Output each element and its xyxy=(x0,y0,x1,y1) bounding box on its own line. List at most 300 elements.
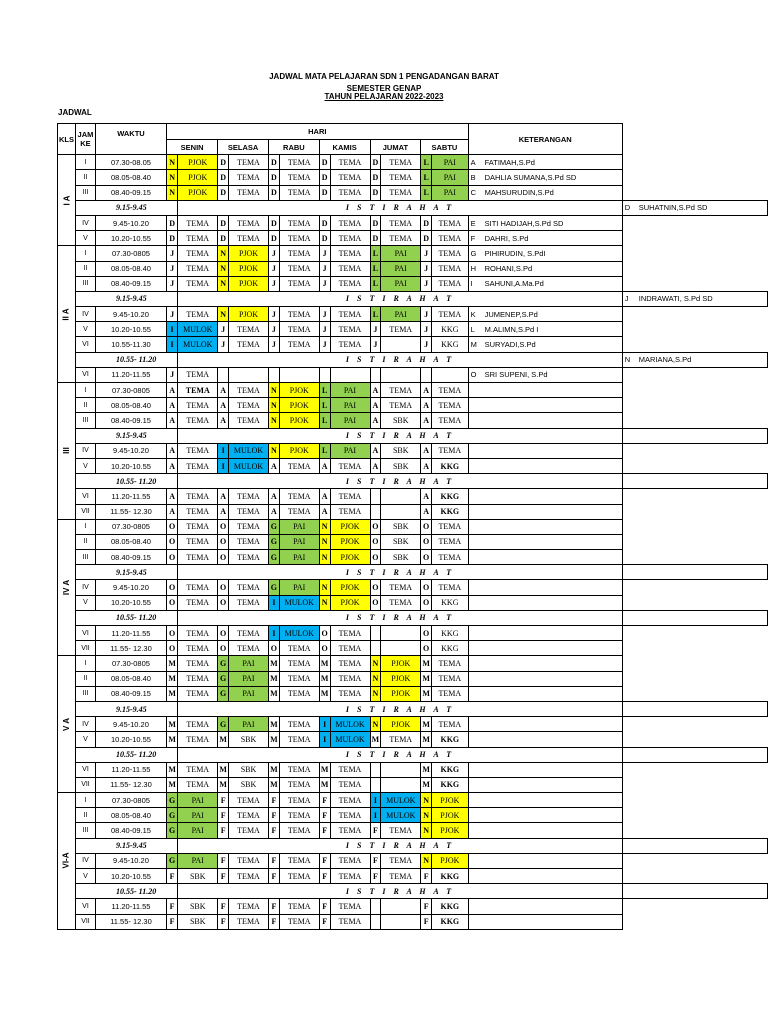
teacher-code xyxy=(370,641,381,656)
waktu: 9.45-10.20 xyxy=(95,717,166,732)
waktu: 11.55- 12.30 xyxy=(95,504,166,519)
teacher-code: F xyxy=(269,853,280,868)
teacher-code: M xyxy=(166,762,177,777)
subject: TEMA xyxy=(279,641,319,656)
teacher-code: G xyxy=(166,853,177,868)
subject: TEMA xyxy=(279,914,319,929)
subject: TEMA xyxy=(229,595,269,610)
teacher-code: G xyxy=(218,656,229,671)
teacher-code: F xyxy=(421,914,432,929)
subject: TEMA xyxy=(178,489,218,504)
subject: TEMA xyxy=(178,413,218,428)
teacher-code xyxy=(319,367,330,382)
subject: PJOK xyxy=(432,823,469,838)
subject: PJOK xyxy=(381,717,421,732)
table-row xyxy=(58,307,768,322)
jam-ke: II xyxy=(75,808,95,823)
waktu: 08.05-08.40 xyxy=(95,671,166,686)
teacher-code xyxy=(421,367,432,382)
keterangan-cell xyxy=(468,671,622,686)
subject: TEMA xyxy=(178,246,218,261)
teacher-code xyxy=(370,762,381,777)
keterangan-cell xyxy=(468,762,622,777)
keterangan-cell xyxy=(622,428,767,443)
table-row xyxy=(58,899,768,914)
teacher-code-legend: L xyxy=(470,324,475,334)
subject xyxy=(432,367,469,382)
subject: KKG xyxy=(432,489,469,504)
day-header-senin: SENIN xyxy=(166,140,217,155)
subject: TEMA xyxy=(229,413,269,428)
break-label: I S T I R A H A T xyxy=(178,565,623,580)
teacher-code: O xyxy=(166,550,177,565)
teacher-code: M xyxy=(319,777,330,792)
subject: TEMA xyxy=(279,276,319,291)
teacher-code xyxy=(269,367,280,382)
teacher-code: D xyxy=(370,185,381,200)
subject: KKG xyxy=(432,595,469,610)
teacher-code xyxy=(370,504,381,519)
teacher-code: J xyxy=(166,367,177,382)
teacher-code: M xyxy=(319,762,330,777)
subject: TEMA xyxy=(279,732,319,747)
subject: TEMA xyxy=(229,383,269,398)
waktu: 08.40-09.15 xyxy=(95,413,166,428)
teacher-name: DAHRI, S.Pd xyxy=(484,233,529,243)
teacher-name: SUHATNIN,S.Pd SD xyxy=(638,203,708,213)
teacher-code xyxy=(370,367,381,382)
teacher-code: I xyxy=(269,595,280,610)
teacher-code: F xyxy=(218,823,229,838)
teacher-code: F xyxy=(421,869,432,884)
table-row xyxy=(58,595,768,610)
subject: TEMA xyxy=(330,793,370,808)
teacher-code: F xyxy=(218,899,229,914)
teacher-code: J xyxy=(269,307,280,322)
subject: SBK xyxy=(229,732,269,747)
keterangan-cell xyxy=(468,793,622,808)
subject: TEMA xyxy=(279,307,319,322)
teacher-code: D xyxy=(218,185,229,200)
subject: PJOK xyxy=(279,383,319,398)
subject: TEMA xyxy=(432,307,469,322)
teacher-code-legend: H xyxy=(470,264,477,274)
break-time: 9.15-9.45 xyxy=(75,838,177,853)
waktu: 9.45-10.20 xyxy=(95,307,166,322)
day-header-kamis: KAMIS xyxy=(319,140,370,155)
jam-ke: II xyxy=(75,170,95,185)
teacher-code: I xyxy=(319,717,330,732)
subject: SBK xyxy=(381,519,421,534)
subject xyxy=(381,367,421,382)
waktu: 07.30-0805 xyxy=(95,793,166,808)
teacher-code: D xyxy=(269,185,280,200)
subject: PAI xyxy=(381,276,421,291)
subject: PAI xyxy=(279,550,319,565)
waktu: 11.20-11.55 xyxy=(95,899,166,914)
subject: PAI xyxy=(178,793,218,808)
waktu: 07.30-0805 xyxy=(95,656,166,671)
keterangan-cell xyxy=(468,276,622,291)
subject: TEMA xyxy=(178,519,218,534)
teacher-code: F xyxy=(218,914,229,929)
teacher-code: A xyxy=(421,489,432,504)
teacher-code: O xyxy=(421,550,432,565)
teacher-code: A xyxy=(421,413,432,428)
subject: SBK xyxy=(229,777,269,792)
table-row xyxy=(58,170,768,185)
teacher-code: L xyxy=(370,246,381,261)
subject: PAI xyxy=(330,413,370,428)
waktu: 11.20-11.55 xyxy=(95,367,166,382)
teacher-code: F xyxy=(218,869,229,884)
teacher-code: F xyxy=(370,869,381,884)
class-label xyxy=(58,155,76,246)
col-hari: HARI xyxy=(166,124,468,140)
teacher-code: J xyxy=(166,276,177,291)
subject: TEMA xyxy=(381,595,421,610)
waktu: 10.20-10.55 xyxy=(95,322,166,337)
class-label-text: I A xyxy=(61,195,71,206)
jam-ke: III xyxy=(75,823,95,838)
jam-ke: III xyxy=(75,276,95,291)
subject: KKG xyxy=(432,458,469,473)
teacher-code-legend: J xyxy=(624,294,629,304)
subject: SBK xyxy=(229,762,269,777)
class-label-text: V A xyxy=(61,717,71,731)
teacher-code-legend: C xyxy=(470,188,477,198)
subject: TEMA xyxy=(381,322,421,337)
teacher-code: N xyxy=(370,671,381,686)
break-label: I S T I R A H A T xyxy=(178,352,623,367)
keterangan-cell xyxy=(468,504,622,519)
teacher-code: J xyxy=(269,261,280,276)
subject: PJOK xyxy=(330,550,370,565)
teacher-code: O xyxy=(370,534,381,549)
teacher-code: G xyxy=(166,808,177,823)
table-row xyxy=(58,641,768,656)
jam-ke: I xyxy=(75,155,95,170)
subject: PAI xyxy=(229,717,269,732)
subject: TEMA xyxy=(330,307,370,322)
subject: PAI xyxy=(381,246,421,261)
teacher-code: A xyxy=(319,458,330,473)
table-row xyxy=(58,747,768,762)
waktu: 08.40-09.15 xyxy=(95,550,166,565)
teacher-code: L xyxy=(319,398,330,413)
subject: TEMA xyxy=(229,823,269,838)
table-row xyxy=(58,200,768,215)
teacher-code: A xyxy=(319,489,330,504)
break-time: 10.55- 11.20 xyxy=(75,610,177,625)
waktu: 08.40-09.15 xyxy=(95,276,166,291)
jam-ke: III xyxy=(75,550,95,565)
subject: PAI xyxy=(432,155,469,170)
teacher-code: F xyxy=(218,793,229,808)
subject: PAI xyxy=(330,383,370,398)
subject: TEMA xyxy=(432,413,469,428)
teacher-code: D xyxy=(269,231,280,246)
table-row xyxy=(58,717,768,732)
subject: TEMA xyxy=(229,504,269,519)
teacher-code: N xyxy=(421,823,432,838)
teacher-code: M xyxy=(319,686,330,701)
subject: SBK xyxy=(178,869,218,884)
break-label: I S T I R A H A T xyxy=(178,884,623,899)
teacher-code: N xyxy=(421,853,432,868)
table-row xyxy=(58,565,768,580)
keterangan-cell xyxy=(468,246,622,261)
waktu: 10.55-11.30 xyxy=(95,337,166,352)
keterangan-cell xyxy=(468,155,622,170)
teacher-code: O xyxy=(218,595,229,610)
keterangan-cell xyxy=(622,352,767,367)
keterangan-cell xyxy=(468,717,622,732)
keterangan-cell xyxy=(622,565,767,580)
col-keterangan: KETERANGAN xyxy=(468,124,622,155)
teacher-code: M xyxy=(269,671,280,686)
class-label xyxy=(58,519,76,656)
subject: MULOK xyxy=(178,322,218,337)
waktu: 10.20-10.55 xyxy=(95,595,166,610)
subject: PJOK xyxy=(178,155,218,170)
table-row xyxy=(58,428,768,443)
subject: PJOK xyxy=(279,413,319,428)
subject: MULOK xyxy=(178,337,218,352)
teacher-code: N xyxy=(166,170,177,185)
waktu: 08.05-08.40 xyxy=(95,398,166,413)
teacher-code: N xyxy=(370,686,381,701)
teacher-code: J xyxy=(269,337,280,352)
jam-ke: VI xyxy=(75,626,95,641)
keterangan-cell xyxy=(622,291,767,306)
break-time: 10.55- 11.20 xyxy=(75,474,177,489)
teacher-name: DAHLIA SUMANA,S.Pd SD xyxy=(484,172,577,182)
subject: TEMA xyxy=(381,869,421,884)
col-waktu: WAKTU xyxy=(95,124,166,155)
subject: TEMA xyxy=(330,215,370,230)
subject: TEMA xyxy=(178,550,218,565)
teacher-code: A xyxy=(370,413,381,428)
teacher-code: A xyxy=(166,458,177,473)
table-row xyxy=(58,383,768,398)
break-label: I S T I R A H A T xyxy=(178,701,623,716)
subject: PJOK xyxy=(279,398,319,413)
teacher-code: M xyxy=(218,762,229,777)
teacher-code: D xyxy=(269,155,280,170)
teacher-code: O xyxy=(370,595,381,610)
subject: PJOK xyxy=(330,519,370,534)
subject: TEMA xyxy=(432,398,469,413)
subject: TEMA xyxy=(178,686,218,701)
subject xyxy=(229,367,269,382)
teacher-code: J xyxy=(166,246,177,261)
subject xyxy=(381,762,421,777)
teacher-code: A xyxy=(370,383,381,398)
subject: PJOK xyxy=(381,686,421,701)
subject: TEMA xyxy=(330,489,370,504)
teacher-code-legend: O xyxy=(470,370,477,380)
teacher-code: A xyxy=(370,458,381,473)
subject: TEMA xyxy=(381,580,421,595)
subject: PJOK xyxy=(432,808,469,823)
break-time: 9.15-9.45 xyxy=(75,200,177,215)
waktu: 11.55- 12.30 xyxy=(95,641,166,656)
teacher-code xyxy=(370,489,381,504)
teacher-code: O xyxy=(269,641,280,656)
day-header-sabtu: SABTU xyxy=(421,140,468,155)
teacher-code: J xyxy=(166,261,177,276)
teacher-code: F xyxy=(319,853,330,868)
table-row xyxy=(58,823,768,838)
teacher-code: L xyxy=(319,443,330,458)
subject: TEMA xyxy=(178,307,218,322)
subject: TEMA xyxy=(381,185,421,200)
subject: MULOK xyxy=(381,808,421,823)
teacher-code: J xyxy=(319,276,330,291)
break-time: 10.55- 11.20 xyxy=(75,352,177,367)
table-row xyxy=(58,610,768,625)
table-row xyxy=(58,884,768,899)
teacher-code: I xyxy=(166,337,177,352)
teacher-code: J xyxy=(269,276,280,291)
subject: TEMA xyxy=(178,534,218,549)
teacher-code: F xyxy=(421,899,432,914)
keterangan-cell xyxy=(468,550,622,565)
break-label: I S T I R A H A T xyxy=(178,838,623,853)
waktu: 08.05-08.40 xyxy=(95,534,166,549)
teacher-code: M xyxy=(166,717,177,732)
jam-ke: VII xyxy=(75,504,95,519)
subject: TEMA xyxy=(229,793,269,808)
jam-ke: III xyxy=(75,413,95,428)
teacher-code: F xyxy=(319,808,330,823)
subject: TEMA xyxy=(229,550,269,565)
teacher-code: N xyxy=(370,717,381,732)
table-row xyxy=(58,185,768,200)
teacher-code: I xyxy=(218,443,229,458)
jam-ke: II xyxy=(75,261,95,276)
teacher-code: F xyxy=(370,853,381,868)
subject: TEMA xyxy=(330,626,370,641)
teacher-code: L xyxy=(319,383,330,398)
jam-ke: VI xyxy=(75,489,95,504)
teacher-code-legend: M xyxy=(470,340,477,350)
jam-ke: III xyxy=(75,185,95,200)
waktu: 11.20-11.55 xyxy=(95,489,166,504)
subject: TEMA xyxy=(279,155,319,170)
teacher-code: D xyxy=(370,155,381,170)
teacher-code: N xyxy=(319,580,330,595)
subject: PAI xyxy=(229,686,269,701)
teacher-code: A xyxy=(166,489,177,504)
teacher-code: D xyxy=(218,231,229,246)
subject: TEMA xyxy=(432,215,469,230)
subject: TEMA xyxy=(330,899,370,914)
keterangan-cell xyxy=(468,215,622,230)
teacher-code xyxy=(218,367,229,382)
subject: TEMA xyxy=(229,534,269,549)
subject: TEMA xyxy=(330,914,370,929)
class-label xyxy=(58,793,76,930)
waktu: 08.05-08.40 xyxy=(95,808,166,823)
teacher-code: D xyxy=(319,185,330,200)
teacher-code xyxy=(370,626,381,641)
subject: TEMA xyxy=(178,777,218,792)
subject: KKG xyxy=(432,762,469,777)
teacher-code: F xyxy=(269,808,280,823)
teacher-code: A xyxy=(269,504,280,519)
subject: TEMA xyxy=(229,398,269,413)
teacher-code: O xyxy=(319,626,330,641)
teacher-code: A xyxy=(166,504,177,519)
subject: TEMA xyxy=(279,777,319,792)
teacher-code: N xyxy=(421,808,432,823)
subject: TEMA xyxy=(279,489,319,504)
teacher-code: F xyxy=(319,793,330,808)
teacher-code: M xyxy=(421,777,432,792)
waktu: 9.45-10.20 xyxy=(95,443,166,458)
jam-ke: V xyxy=(75,732,95,747)
table-row xyxy=(58,413,768,428)
subject: TEMA xyxy=(229,641,269,656)
keterangan-cell xyxy=(468,899,622,914)
subject: PAI xyxy=(178,823,218,838)
subject: SBK xyxy=(178,914,218,929)
subject: MULOK xyxy=(229,458,269,473)
table-row xyxy=(58,291,768,306)
subject: TEMA xyxy=(279,185,319,200)
subject: PJOK xyxy=(229,246,269,261)
subject: TEMA xyxy=(279,869,319,884)
keterangan-cell xyxy=(468,383,622,398)
teacher-code-legend: N xyxy=(624,355,631,365)
subject: TEMA xyxy=(229,231,269,246)
jam-ke: V xyxy=(75,869,95,884)
subject: TEMA xyxy=(432,550,469,565)
teacher-code-legend: B xyxy=(470,172,476,182)
teacher-code: O xyxy=(421,595,432,610)
teacher-code: A xyxy=(218,489,229,504)
subject xyxy=(381,504,421,519)
subject: TEMA xyxy=(381,170,421,185)
break-label: I S T I R A H A T xyxy=(178,747,623,762)
table-row xyxy=(58,656,768,671)
subject: SBK xyxy=(381,413,421,428)
subject: TEMA xyxy=(178,504,218,519)
keterangan-cell xyxy=(468,398,622,413)
subject: TEMA xyxy=(178,398,218,413)
jam-ke: V xyxy=(75,595,95,610)
subject: PAI xyxy=(381,307,421,322)
teacher-code: A xyxy=(218,504,229,519)
jadwal-label: JADWAL xyxy=(58,108,92,117)
teacher-code: M xyxy=(421,717,432,732)
subject: TEMA xyxy=(432,246,469,261)
subject: TEMA xyxy=(381,155,421,170)
break-time: 10.55- 11.20 xyxy=(75,747,177,762)
jam-ke: II xyxy=(75,534,95,549)
subject: MULOK xyxy=(330,732,370,747)
waktu: 07.30-0805 xyxy=(95,383,166,398)
jam-ke: VI xyxy=(75,367,95,382)
table-row xyxy=(58,671,768,686)
teacher-code: D xyxy=(370,170,381,185)
keterangan-cell xyxy=(622,747,767,762)
break-label: I S T I R A H A T xyxy=(178,428,623,443)
teacher-code: A xyxy=(269,489,280,504)
teacher-code: O xyxy=(370,550,381,565)
